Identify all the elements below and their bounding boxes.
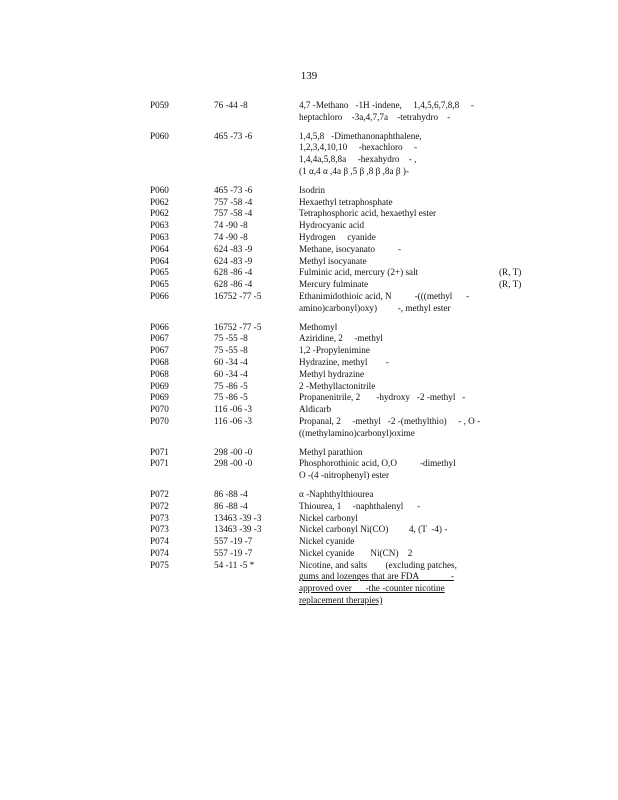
substance-name <box>299 100 489 124</box>
cas-number: 74 -90 -8 <box>214 220 248 231</box>
substance-name-line: Methomyl <box>299 321 338 332</box>
cas-number: 624 -83 -9 <box>214 255 253 266</box>
cas-number: 60 -34 -4 <box>214 368 248 379</box>
substance-name <box>299 185 489 197</box>
table-row <box>0 392 618 404</box>
cas-number: 628 -86 -4 <box>214 267 253 278</box>
substance-name-line: Methyl parathion <box>299 446 363 457</box>
cas-number: 74 -90 -8 <box>214 231 248 242</box>
cas-number: 757 -58 -4 <box>214 208 253 219</box>
waste-code: P059 <box>150 100 169 110</box>
cas-number: 13463 -39 -3 <box>214 524 262 535</box>
cas-number: 16752 -77 -5 <box>214 321 262 332</box>
cas-number: 76 -44 -8 <box>214 100 248 110</box>
substance-name-line: Hydrocyanic acid <box>299 220 365 231</box>
substance-name-line: Thiourea, 1 -naphthalenyl - <box>299 500 421 511</box>
waste-code: P065 <box>150 279 169 290</box>
substance-name <box>299 501 489 513</box>
waste-code: P074 <box>150 547 169 558</box>
cas-number: 465 -73 -6 <box>214 130 253 141</box>
table-row <box>0 381 618 393</box>
waste-code: P064 <box>150 255 169 266</box>
waste-code: P067 <box>150 345 169 356</box>
table-row <box>0 197 618 209</box>
waste-code: P075 <box>150 559 169 570</box>
table-row <box>0 333 618 345</box>
substance-name <box>299 357 489 369</box>
substance-name-line: 1,2 -Propylenimine <box>299 345 370 356</box>
substance-name <box>299 524 489 536</box>
substance-name-line: 1,4,5,8 -Dimethanonaphthalene, <box>299 130 422 141</box>
substance-name-line: 1,4,4a,5,8,8a -hexahydro - , <box>299 154 417 165</box>
substance-name <box>299 232 489 244</box>
substance-name-line: Hydrazine, methyl - <box>299 356 389 367</box>
table-row <box>0 524 618 536</box>
cas-number: 75 -55 -8 <box>214 345 248 356</box>
substance-name-line: Fulminic acid, mercury (2+) salt <box>299 267 419 278</box>
waste-code: P070 <box>150 404 169 415</box>
substance-name-line: replacement therapies) <box>299 595 383 606</box>
substance-name-line: gums and lozenges that are FDA - <box>299 571 454 582</box>
waste-code: P071 <box>150 458 169 469</box>
waste-code: P067 <box>150 333 169 344</box>
substance-name <box>299 197 489 209</box>
substance-name-line: ((methylamino)carbonyl)oxime <box>299 427 415 438</box>
substance-name-line: Aziridine, 2 -methyl <box>299 333 383 344</box>
substance-name-line: Nickel carbonyl Ni(CO) 4, (T -4) - <box>299 524 448 535</box>
substance-name <box>299 536 489 548</box>
cas-number: 60 -34 -4 <box>214 356 248 367</box>
substance-name <box>299 291 489 315</box>
cas-number: 16752 -77 -5 <box>214 290 262 301</box>
substance-name-line: 1,2,3,4,10,10 -hexachloro - <box>299 142 418 153</box>
substance-name-line: Aldicarb <box>299 404 332 415</box>
cas-number: 116 -06 -3 <box>214 415 252 426</box>
substance-name <box>299 220 489 232</box>
substance-name-line: Isodrin <box>299 184 326 195</box>
waste-code: P072 <box>150 500 169 511</box>
substance-name-line: O -(4 -nitrophenyl) ester <box>299 470 390 481</box>
cas-number: 557 -19 -7 <box>214 536 253 547</box>
cas-number: 75 -86 -5 <box>214 392 248 403</box>
table-row <box>0 489 618 501</box>
cas-number: 54 -11 -5 * <box>214 559 255 570</box>
waste-code: P066 <box>150 290 169 301</box>
cas-number: 628 -86 -4 <box>214 279 253 290</box>
waste-code: P060 <box>150 184 169 195</box>
substance-name <box>299 345 489 357</box>
table-row <box>0 369 618 381</box>
substance-name <box>299 447 489 459</box>
substance-name-line: Methyl isocyanate <box>299 255 367 266</box>
substance-name-line: approved over -the -counter nicotine <box>299 583 445 594</box>
substance-name <box>299 416 489 440</box>
substance-name <box>299 333 489 345</box>
table-row <box>0 100 618 124</box>
waste-code: P065 <box>150 267 169 278</box>
table-row <box>0 279 618 291</box>
waste-code: P068 <box>150 356 169 367</box>
waste-code: P070 <box>150 415 169 426</box>
waste-code: P069 <box>150 392 169 403</box>
waste-code: P060 <box>150 130 169 141</box>
cas-number: 298 -00 -0 <box>214 458 253 469</box>
substance-name-line: Methane, isocyanato - <box>299 243 402 254</box>
substance-name-line: Mercury fulminate <box>299 279 369 290</box>
cas-number: 13463 -39 -3 <box>214 512 262 523</box>
waste-code: P064 <box>150 243 169 254</box>
waste-code: P063 <box>150 220 169 231</box>
cas-number: 86 -88 -4 <box>214 500 248 511</box>
substance-name <box>299 267 489 279</box>
substance-name-line: heptachloro -3a,4,7,7a -tetrahydro - <box>299 111 451 122</box>
waste-code: P062 <box>150 196 169 207</box>
substance-name-line: Tetraphosphoric acid, hexaethyl ester <box>299 208 437 219</box>
cas-number: 86 -88 -4 <box>214 488 248 499</box>
substance-name <box>299 392 489 404</box>
substance-name-line: Nicotine, and salts (excluding patches, <box>299 559 457 570</box>
substance-name <box>299 404 489 416</box>
cas-number: 116 -06 -3 <box>214 404 252 415</box>
table-row <box>0 220 618 232</box>
waste-code: P063 <box>150 231 169 242</box>
substance-name-line: α -Naphthylthiourea <box>299 488 374 499</box>
table-row <box>0 536 618 548</box>
waste-code: P062 <box>150 208 169 219</box>
table-row <box>0 291 618 315</box>
substance-name <box>299 369 489 381</box>
substance-name-line: Hexaethyl tetraphosphate <box>299 196 393 207</box>
table-row <box>0 131 618 178</box>
table-row <box>0 267 618 279</box>
substance-name-line: Nickel cyanide Ni(CN) 2 <box>299 547 413 558</box>
waste-code: P074 <box>150 536 169 547</box>
waste-code-table <box>0 100 618 607</box>
substance-name <box>299 489 489 501</box>
substance-name <box>299 458 489 482</box>
substance-name-line: Methyl hydrazine <box>299 368 365 379</box>
table-row <box>0 513 618 525</box>
table-row <box>0 548 618 560</box>
table-row <box>0 404 618 416</box>
cas-number: 298 -00 -0 <box>214 446 253 457</box>
substance-name-line: Hydrogen cyanide <box>299 231 376 242</box>
cas-number: 557 -19 -7 <box>214 547 253 558</box>
cas-number: 75 -55 -8 <box>214 333 248 344</box>
waste-code: P073 <box>150 512 169 523</box>
substance-name-line: 4,7 -Methano -1H -indene, 1,4,5,6,7,8,8 - <box>299 100 474 110</box>
cas-number: 624 -83 -9 <box>214 243 253 254</box>
substance-name-line: Ethanimidothioic acid, N -(((methyl - <box>299 290 470 301</box>
substance-name <box>299 513 489 525</box>
waste-code: P071 <box>150 446 169 457</box>
substance-name <box>299 208 489 220</box>
substance-name <box>299 548 489 560</box>
substance-name-line: Nickel carbonyl <box>299 512 358 523</box>
substance-name-line: Propanenitrile, 2 -hydroxy -2 -methyl - <box>299 392 466 403</box>
table-row <box>0 501 618 513</box>
substance-name <box>299 256 489 268</box>
hazard-code: (R, T) <box>499 279 522 290</box>
table-row <box>0 322 618 334</box>
substance-name-line: 2 -Methyllactonitrile <box>299 380 376 391</box>
cas-number: 757 -58 -4 <box>214 196 253 207</box>
substance-name <box>299 381 489 393</box>
substance-name <box>299 322 489 334</box>
waste-code: P069 <box>150 380 169 391</box>
substance-name-line: (1 α,4 α ,4a β ,5 β ,8 β ,8a β )- <box>299 165 409 176</box>
waste-code: P068 <box>150 368 169 379</box>
table-row <box>0 357 618 369</box>
substance-name <box>299 244 489 256</box>
substance-name-line: Phosphorothioic acid, O,O -dimethyl <box>299 458 456 469</box>
table-row <box>0 560 618 607</box>
waste-code: P073 <box>150 524 169 535</box>
table-row <box>0 447 618 459</box>
cas-number: 75 -86 -5 <box>214 380 248 391</box>
table-row <box>0 208 618 220</box>
table-row <box>0 458 618 482</box>
waste-code: P066 <box>150 321 169 332</box>
table-row <box>0 345 618 357</box>
table-row <box>0 232 618 244</box>
substance-name-line: amino)carbonyl)oxy) -, methyl ester <box>299 302 451 313</box>
cas-number: 465 -73 -6 <box>214 184 253 195</box>
substance-name-line: Propanal, 2 -methyl -2 -(methylthio) - , O - <box>299 415 481 426</box>
table-row <box>0 185 618 197</box>
substance-name-line: Nickel cyanide <box>299 536 355 547</box>
waste-code: P072 <box>150 488 169 499</box>
table-row <box>0 416 618 440</box>
hazard-code: (R, T) <box>499 267 522 278</box>
table-row <box>0 256 618 268</box>
substance-name <box>299 279 489 291</box>
substance-name <box>299 131 489 178</box>
page-number: 139 <box>300 70 318 82</box>
substance-name <box>299 560 489 607</box>
table-row <box>0 244 618 256</box>
